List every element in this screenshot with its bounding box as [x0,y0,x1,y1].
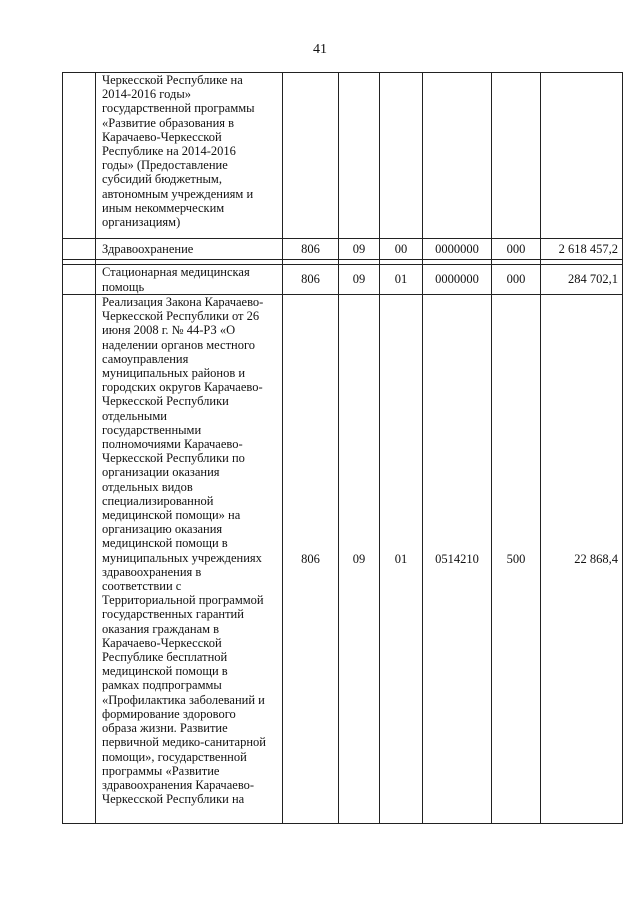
row-name: Стационарная медицинская помощь [102,265,250,294]
spacer-cell [63,239,96,260]
section-cell: 09 [339,295,380,824]
target-article-cell [423,73,492,239]
subsection-cell: 01 [380,265,423,295]
target-article-cell: 0514210 [423,295,492,824]
target-article-cell: 0000000 [423,239,492,260]
row-name-cell [96,265,283,295]
row-name-cell [96,73,283,239]
spacer-cell [63,295,96,824]
department-code-cell: 806 [283,295,339,824]
spacer-cell [63,265,96,295]
expense-type-cell: 500 [492,295,541,824]
table-row [63,265,623,295]
section-cell: 09 [339,239,380,260]
page-number: 41 [313,42,327,57]
row-name: Здравоохранение [102,241,194,256]
row-name-cell [96,239,283,260]
spacer-cell [63,73,96,239]
department-code-cell [283,73,339,239]
table-row [63,295,623,824]
amount-cell: 284 702,1 [541,265,623,295]
section-cell [339,73,380,239]
amount-cell [541,73,623,239]
expense-type-cell: 000 [492,239,541,260]
row-name-cell [96,295,283,824]
expense-type-cell [492,73,541,239]
department-code-cell: 806 [283,239,339,260]
table-row [63,239,623,260]
row-name: Черкесской Республике на 2014-2016 годы» государственной программы «Развитие образования в Карачаево-Черкесской Республике на 2014-2016 годы» (Предоставление субсидий бюджетным, автономным учреждениям и иным некоммерческим организациям) [102,73,255,230]
subsection-cell [380,73,423,239]
expense-type-cell: 000 [492,265,541,295]
budget-table [62,72,623,824]
amount-cell: 22 868,4 [541,295,623,824]
subsection-cell: 01 [380,295,423,824]
row-name: Реализация Закона Карачаево- Черкесской Республики от 26 июня 2008 г. № 44-РЗ «О наделении органов местного самоуправления муниципальных районов и городских округов Карачаево- Черкесской Республики отдельными государственными полномочиями Карачаево- Черкесской Республики по организации оказания отдельных видов специализированной медицинской помощи» на организацию оказания медицинской помощи в муниципальных учреждениях здравоохранения в соответствии с Территориальной программой государственных гарантий оказания гражданам в Карачаево-Черкесской Республике бесплатной медицинской помощи в рамках подпрограммы «Профилактика заболеваний и формирование здорового образа жизни. Развитие первичной медико-санитарной помощи», государственной программы «Развитие здравоохранения Карачаево- Черкесской Республики на [102,295,266,807]
department-code-cell: 806 [283,265,339,295]
section-cell: 09 [339,265,380,295]
amount-cell: 2 618 457,2 [541,239,623,260]
table-row [63,73,623,239]
target-article-cell: 0000000 [423,265,492,295]
subsection-cell: 00 [380,239,423,260]
